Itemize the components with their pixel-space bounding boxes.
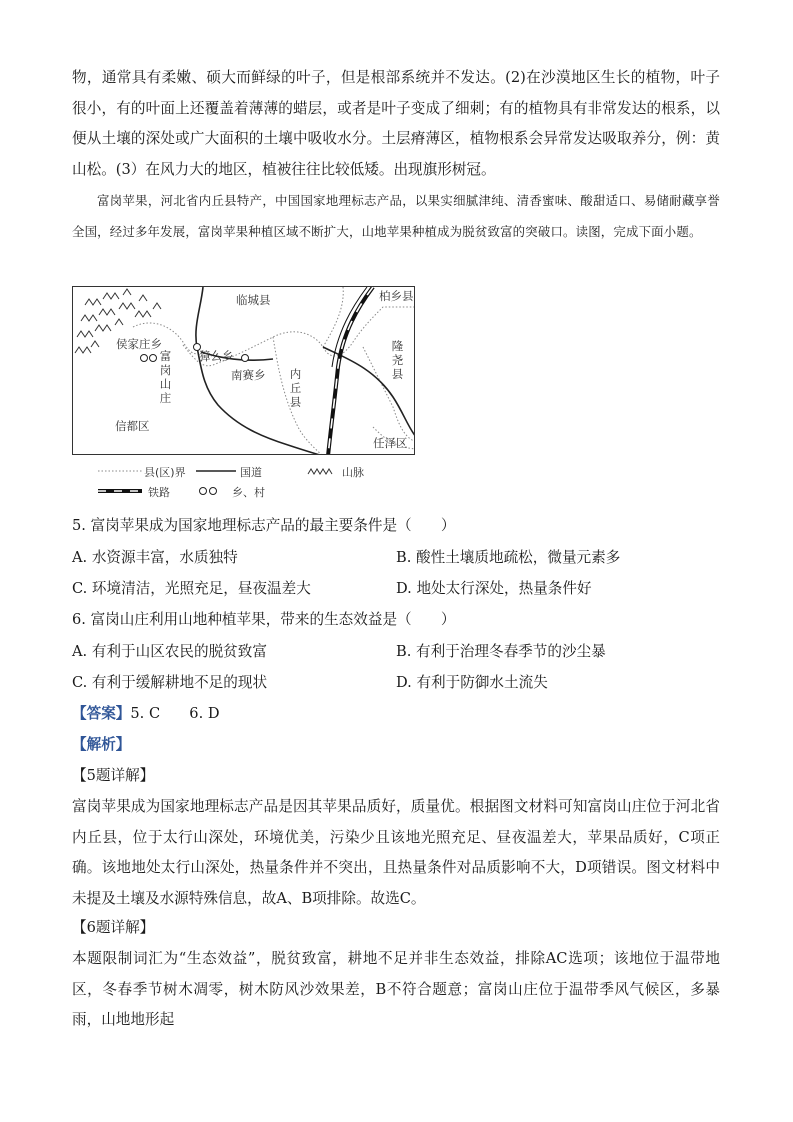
question-5-option-a: A. 水资源丰富，水质独特	[72, 549, 238, 566]
question-5-stem: 5. 富岗苹果成为国家地理标志产品的最主要条件是（ ）	[72, 517, 456, 534]
analysis-label: 【解析】	[72, 736, 131, 753]
question-6-stem: 6. 富岗山庄利用山地种植苹果，带来的生态效益是（ ）	[72, 611, 456, 628]
legend-village: 乡、村	[232, 486, 265, 499]
map-label-lincheng: 临城县	[236, 293, 271, 307]
question-6-option-c: C. 有利于缓解耕地不足的现状	[72, 674, 268, 691]
legend-railway: 铁路	[148, 486, 170, 499]
answer-label: 【答案】	[72, 705, 131, 722]
map-label-neiqiu: 内丘县	[289, 367, 302, 409]
question-6-option-b: B. 有利于治理冬春季节的沙尘暴	[396, 643, 606, 660]
material-paragraph: 富岗苹果，河北省内丘县特产，中国国家地理标志产品，以果实细腻津纯、清香蜜味、酸甜适口、易储耐藏享誉全国，经过多年发展，富岗苹果种植区域不断扩大，山地苹果种植成为脱贫致富的突破口。读图，完成下面小题。	[72, 193, 720, 239]
legend-county-boundary: 县(区)界	[144, 466, 186, 479]
question-5-option-d: D. 地处太行深处，热量条件好	[396, 580, 592, 597]
county-boundaries	[133, 287, 415, 455]
map-label-longyao: 隆尧县	[391, 339, 404, 381]
question-6-option-a: A. 有利于山区农民的脱贫致富	[72, 643, 267, 660]
map-frame	[72, 286, 415, 455]
map-label-baixiang: 柏乡县	[379, 289, 414, 303]
map-label-xindu: 信都区	[115, 419, 150, 433]
question-5-option-b: B. 酸性土壤质地疏松，微量元素多	[396, 549, 621, 566]
intro-paragraph: 物，通常具有柔嫩、硕大而鲜绿的叶子，但是根部系统并不发达。(2)在沙漠地区生长的植物，叶子很小，有的叶面上还覆盖着薄薄的蜡层，或者是叶子变成了细刺；有的植物具有非常发达的根系，以便从土壤的深处或广大面积的土壤中吸收水分。土层瘠薄区，植物根系会异常发达吸取养分，例：黄山松。(3）在风力大的地区，植被往往比较低矮。出现旗形树冠。	[72, 69, 720, 178]
answer-value: 5. C 6. D	[130, 705, 220, 722]
map-label-renze: 任泽区	[373, 436, 408, 450]
map-label-nansai: 南赛乡	[231, 368, 266, 382]
map-label-houjiazhuang: 侯家庄乡	[116, 337, 162, 351]
detail-6-label: 【6题详解】	[72, 919, 155, 936]
detail-6-text: 本题限制词汇为“生态效益”，脱贫致富，耕地不足并非生态效益，排除AC选项；该地位于温带地区，冬春季节树木凋零，树木防风沙效果差，B不符合题意；富岗山庄位于温带季风气候区，多暴雨，山地地形起	[72, 950, 720, 1028]
detail-5-label: 【5题详解】	[72, 767, 155, 784]
legend-national-road: 国道	[240, 466, 262, 479]
map-label-zhengmo: 獐么乡	[199, 349, 234, 363]
national-roads	[196, 287, 415, 455]
detail-5-text: 富岗苹果成为国家地理标志产品是因其苹果品质好，质量优。根据图文材料可知富岗山庄位于河北省内丘县，位于太行山深处，环境优美，污染少且该地光照充足、昼夜温差大，苹果品质好，C项正确。该地地处太行山深处，热量条件并不突出，且热量条件对品质影响不大，D项错误。图文材料中未提及土壤及水源特殊信息，故A、B项排除。故选C。	[72, 798, 720, 907]
map-legend	[72, 458, 417, 502]
question-5-option-c: C. 环境清洁，光照充足，昼夜温差大	[72, 580, 311, 597]
map-figure	[72, 286, 417, 502]
legend-mountain: 山脉	[342, 466, 364, 479]
answer-line	[72, 702, 220, 723]
railway	[328, 287, 373, 455]
map-label-fugang: 富岗山庄	[159, 349, 172, 405]
question-6-option-d: D. 有利于防御水土流失	[396, 674, 548, 691]
